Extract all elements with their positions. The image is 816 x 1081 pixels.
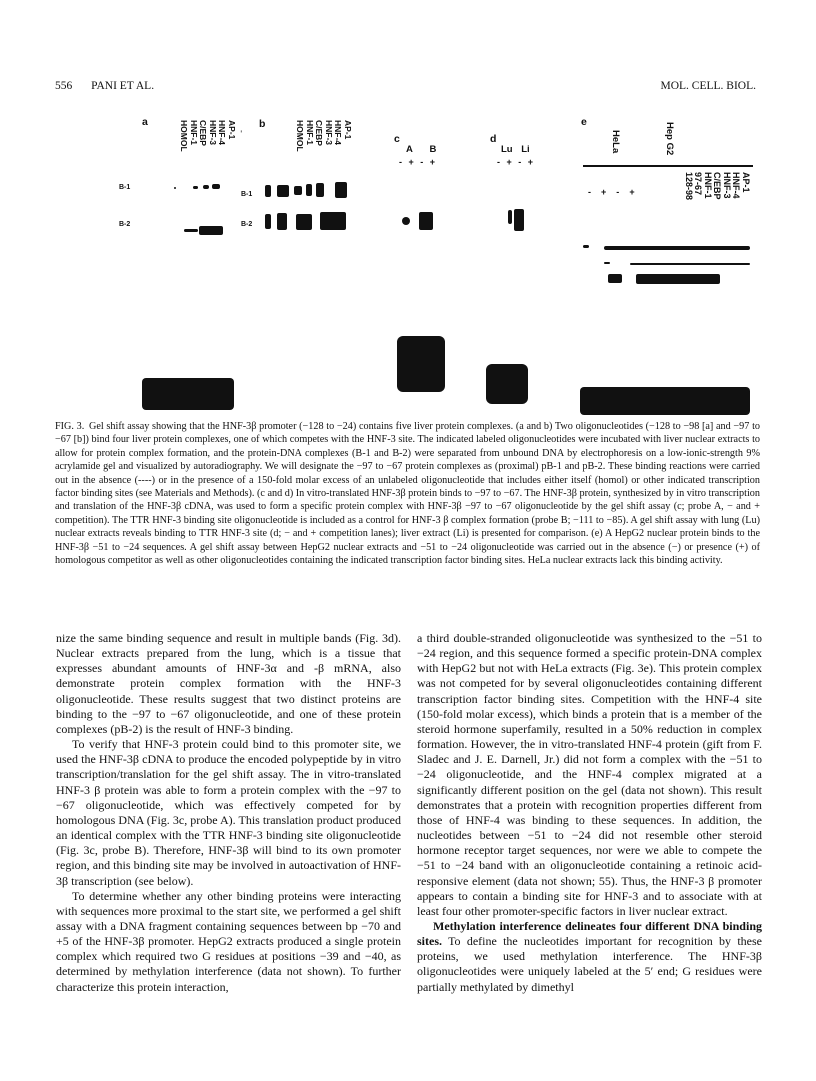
gel-band bbox=[608, 274, 622, 283]
cell-line-hela: HeLa bbox=[610, 130, 621, 154]
panel-c-competition: - + - + bbox=[399, 157, 438, 167]
gel-band bbox=[320, 212, 346, 230]
lane-label: HNF-4 bbox=[217, 120, 228, 146]
panel-d-competition: - + - + bbox=[497, 157, 536, 167]
panel-a-letter: a bbox=[142, 116, 148, 128]
body-column-left bbox=[56, 631, 401, 995]
gel-band bbox=[335, 182, 347, 198]
lane-label: C/EBP bbox=[198, 120, 209, 146]
gel-band bbox=[630, 263, 750, 265]
running-authors: PANI ET AL. bbox=[91, 80, 155, 92]
hepg2-label bbox=[665, 122, 675, 155]
panel-d-tissue-labels bbox=[501, 145, 530, 155]
paragraph: nize the same binding sequence and result in multiple bands (Fig. 3d). Nuclear extracts prepared from the lung, which is a tissue that expresses abundant amounts of HNF-3α and -β mRNA, also demonstrate protein complex formation with the HNF-3 oligonucleotide. These results suggest that two distinct proteins are binding to the −97 to −67 oligonucleotide, and one of these protein complexes (pB-2) is the result of HNF-3 binding. bbox=[56, 631, 401, 736]
band-label-b2: B-2 bbox=[119, 221, 131, 228]
tissue-label-li: Li bbox=[521, 144, 530, 155]
gel-band bbox=[419, 212, 433, 230]
caption-text: Gel shift assay showing that the HNF-3β promoter (−128 to −24) contains five liver protein complexes. (a and b) Two oligonucleotides (−128 to −98 [a] and −97 to −67 [b]) bind four liver protein complexes, one of which competes with the HNF-3 site. The indicated labeled oligonucleotides were incubated with liver nuclear extracts to allow for protein complex formation, and the protein-DNA complexes (B-1 and B-2) were separated from unbound DNA by electrophoresis on a low-ionic-strength 9% acrylamide gel and visualized by autoradiography. We will designate the −97 to −67 protein complexes as (proximal) pB-1 and pB-2. These binding reactions were carried out in the absence (----) or in the presence of a 150-fold molar excess of an unlabeled oligonucleotide that includes either itself (homol) or other indicated transcription factor binding sites (see Materials and Methods). (c and d) In vitro-translated HNF-3β protein binds to −97 to −67. The HNF-3β protein, synthesized by in vitro transcription and translation of the HNF-3β cDNA, was used to form a specific protein complex with HNF-3β −97 to −67 oligonucleotide by the gel shift assay (c; probe A, − and + competition). The TTR HNF-3 binding site oligonucleotide is included as a control for HNF-3 β complex formation (probe B; −111 to −85). A gel shift assay with lung (Lu) nuclear extracts reveals binding to TTR HNF-3 site (d; − and + competition lanes); liver extract (Li) is presented for comparison. (e) A HepG2 nuclear protein binds to the HNF-3β −51 to −24 sequences. A gel shift assay between HepG2 nuclear extracts and −51 to −24 oligonucleotide was carried out in the absence (−) or presence (+) of homologous competitor as well as other oligonucleotides containing the indicated transcription factor binding sites. HeLa nuclear extracts lack this binding activity. bbox=[55, 421, 760, 567]
lane-label: HNF-4 bbox=[333, 120, 344, 146]
gel-band bbox=[277, 213, 287, 230]
gel-band bbox=[277, 185, 289, 197]
gel-band bbox=[199, 226, 223, 235]
panel-e-lane-labels bbox=[684, 172, 751, 200]
figure-caption bbox=[55, 420, 760, 567]
band-label-b1: B-1 bbox=[119, 184, 131, 191]
lane-label: C/EBP bbox=[712, 172, 723, 200]
gel-band bbox=[402, 217, 410, 225]
paragraph: To verify that HNF-3 protein could bind to this promoter site, we used the HNF-3β cDNA to produce the encoded polypeptide by in vitro transcription/translation for the gel shift assay. The in vitro-translated HNF-3 β protein was able to form a protein complex with the −97 to −67 oligonucleotide, which was effectively competed for by homologous DNA (Fig. 3c, probe A). This translation product produced an identical complex with the TTR HNF-3 binding site oligonucleotide (Fig. 3c, probe B). Therefore, HNF-3β will bind to its own promoter region, and this binding site may be involved in autoactivation of HNF-3β transcription (see below). bbox=[56, 737, 401, 888]
gel-band bbox=[514, 209, 524, 231]
gel-band bbox=[193, 186, 198, 189]
gel-band bbox=[203, 185, 209, 189]
panel-b-letter: b bbox=[259, 118, 266, 130]
panel-a-lane-labels bbox=[179, 120, 236, 152]
paragraph: a third double-stranded oligonucleotide was synthesized to the −51 to −24 region, and this sequence formed a specific protein-DNA complex with HepG2 but not with HeLa extracts (Fig. 3e). This protein complex was not competed for by several oligonucleotides containing different transcription factor binding sites. Competition with the HNF-4 site (150-fold molar excess), which binds a protein that is a member of the steroid hormone superfamily, resulted in a 50% reduction in complex formation. However, the in vitro-translated HNF-4 protein (gift from F. Sladec and J. E. Darnell, Jr.) did not form a complex with the −51 to −24 oligonucleotide, and the HNF-4 complex migrated at a significantly different position on the gel (data not shown). This result demonstrates that a protein with recognition properties different from those of HNF-4 was binding to these sequences. In addition, the nucleotides between −51 to −24 did not resemble other steroid hormone receptor target sequences, nor were we able to compete the −51 to −24 band with an oligonucleotide containing a retinoic acid-responsive element (data not shown; 55). Thus, the HNF-3 β promoter appears to contain a binding site for HNF-3 and to associate with at least four other promoter-specific factors in liver nuclear extract. bbox=[417, 631, 762, 918]
lane-label: 97-67 bbox=[693, 172, 704, 196]
gel-band bbox=[316, 183, 324, 197]
panel-c-letter: c bbox=[394, 133, 400, 145]
gel-band bbox=[265, 185, 271, 197]
free-probe-band bbox=[397, 336, 445, 392]
free-probe-band bbox=[486, 364, 528, 404]
lane-label: HNF-3 bbox=[208, 120, 218, 146]
panel-a-markers bbox=[237, 130, 247, 133]
figure-number: FIG. 3. bbox=[55, 421, 85, 432]
lane-label: HNF-3 bbox=[722, 172, 732, 199]
panel-b-lane-labels bbox=[295, 120, 352, 152]
lane-label: HNF-1 bbox=[703, 172, 713, 199]
gel-band bbox=[174, 187, 176, 189]
gel-band bbox=[636, 274, 720, 284]
gel-band bbox=[508, 210, 512, 224]
cell-line-hepg2: Hep G2 bbox=[664, 122, 675, 156]
hela-label bbox=[611, 130, 621, 153]
gel-band bbox=[184, 229, 198, 232]
section-paragraph bbox=[417, 919, 762, 995]
probe-label-b: B bbox=[429, 144, 437, 155]
lane-label: AP-1 bbox=[227, 120, 237, 140]
free-probe-band bbox=[580, 387, 750, 415]
lane-label: HOMOL bbox=[295, 120, 306, 152]
panel-c-probe-labels bbox=[406, 145, 436, 155]
section-heading: Methylation interference delineates four different DNA binding sites. bbox=[417, 918, 762, 949]
panel-e-letter: e bbox=[581, 116, 587, 128]
gel-band bbox=[296, 214, 312, 230]
group-divider bbox=[583, 165, 753, 167]
lane-label: HNF-1 bbox=[189, 120, 199, 146]
journal-name: MOL. CELL. BIOL. bbox=[660, 80, 756, 92]
gel-band bbox=[306, 184, 312, 196]
panel-e-competition: - + - + bbox=[588, 187, 635, 197]
gel-band bbox=[294, 186, 302, 195]
lane-label: HNF-4 bbox=[731, 172, 742, 199]
probe-label-a: A bbox=[406, 144, 413, 155]
lane-label: HOMOL bbox=[179, 120, 190, 152]
lane-label: HNF-3 bbox=[324, 120, 334, 146]
lane-label: AP-1 bbox=[343, 120, 353, 140]
lane-label: AP-1 bbox=[741, 172, 751, 193]
gel-band bbox=[604, 246, 750, 250]
gel-shift-figure bbox=[119, 112, 756, 414]
gel-band bbox=[265, 214, 271, 229]
body-column-right bbox=[417, 631, 762, 995]
section-text: To define the nucleotides important for recognition by these proteins, we used methylation interference. The HNF-3β oligonucleotides were uniquely labeled at the 5′ end; G residues were partially methylated by dimethyl bbox=[417, 934, 762, 994]
band-label-b2: B-2 bbox=[241, 221, 253, 228]
gel-band bbox=[583, 245, 589, 248]
gel-band bbox=[604, 262, 610, 264]
panel-d-letter: d bbox=[490, 133, 497, 145]
page-number: 556 bbox=[55, 80, 73, 92]
lane-label: 128-98 bbox=[684, 172, 694, 201]
band-label-b1: B-1 bbox=[241, 191, 253, 198]
running-header bbox=[55, 80, 756, 96]
lane-label: HNF-1 bbox=[305, 120, 315, 146]
header-left bbox=[55, 80, 154, 92]
gel-band bbox=[212, 184, 220, 189]
lane-label: C/EBP bbox=[314, 120, 325, 146]
free-probe-band bbox=[142, 378, 234, 410]
paragraph: To determine whether any other binding proteins were interacting with sequences more proximal to the start site, we performed a gel shift assay with a DNA fragment containing sequences between bp −70 and +5 of the HNF-3β promoter. HepG2 extracts produced a single protein complex which required two G residues at positions −39 and −40, as determined by methylation interference (data not shown). To further characterize this protein interaction, bbox=[56, 888, 401, 994]
tissue-label-lu: Lu bbox=[501, 144, 513, 155]
lane-marker: - bbox=[237, 130, 247, 133]
